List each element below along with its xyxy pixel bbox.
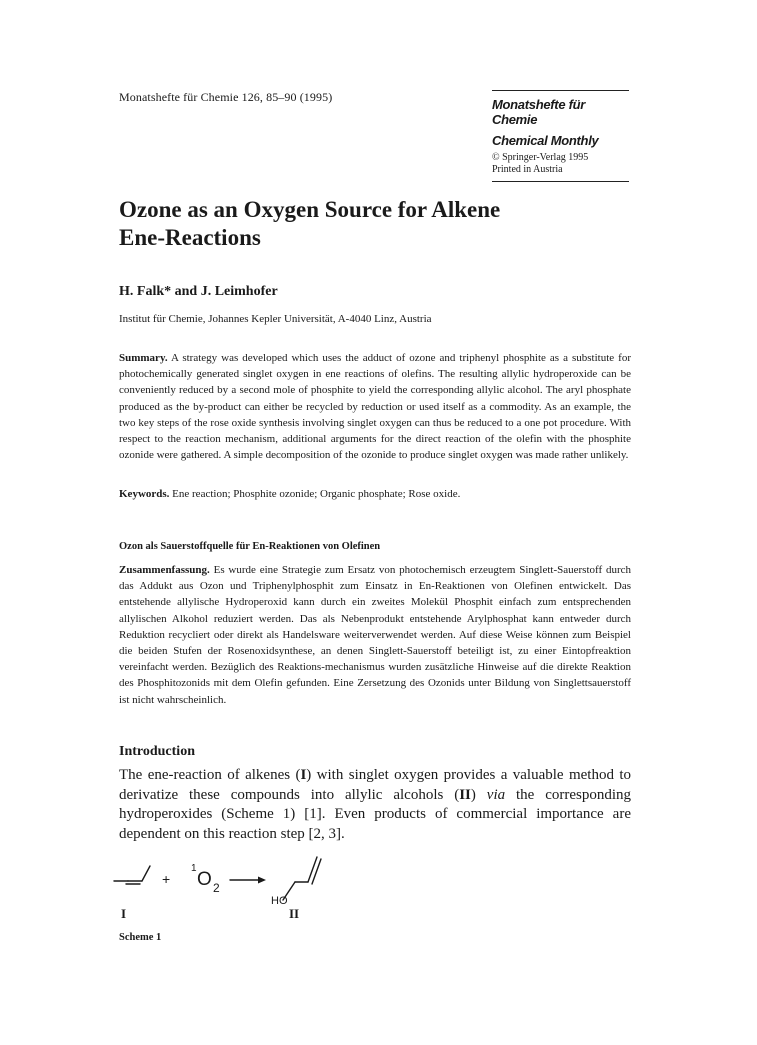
intro-via: via [486,786,506,803]
oxygen-subscript: 2 [213,881,220,895]
compound-label-ii: II [289,906,300,921]
summary-label: Summary. [119,352,168,364]
journal-masthead [492,90,629,182]
zusammenfassung-label: Zusammenfassung. [119,564,210,576]
journal-subtitle: Chemical Monthly [492,133,599,148]
hydroxyl-label: HO [271,895,288,904]
article-affiliation: Institut für Chemie, Johannes Kepler Universität, A-4040 Linz, Austria [119,313,432,325]
introduction-paragraph [119,766,631,844]
keywords-label: Keywords. [119,488,170,500]
keywords-paragraph [119,486,631,502]
masthead-bottom-rule [492,181,629,182]
intro-text-3: ) [470,786,487,803]
scheme-1-reaction [112,852,352,904]
introduction-heading: Introduction [119,744,195,759]
alcohol-double-bond-b [312,859,321,884]
singlet-superscript: 1 [191,863,197,874]
intro-text-4: the corresponding hydroperoxides (Scheme 1) [1]. Even products of commercial importance are dependent on this reaction step [2, 3]. [119,786,632,842]
summary-paragraph [119,350,631,463]
german-title: Ozon als Sauerstoffquelle für En-Reaktionen von Olefinen [119,541,381,552]
alcohol-double-bond-a [308,857,317,882]
scheme-caption: Scheme 1 [119,932,162,943]
journal-name: Monatshefte für Chemie [492,97,586,127]
keywords-text: Ene reaction; Phosphite ozonide; Organic phosphate; Rose oxide. [172,488,461,500]
compound-ref-i: I [300,767,307,783]
alkene-bond-3 [142,866,150,881]
journal-citation: Monatshefte für Chemie 126, 85–90 (1995) [119,90,333,104]
copyright-line: © Springer-Verlag 1995 [492,152,589,163]
intro-text-1: The ene-reaction of alkenes ( [119,767,301,783]
compound-label-i: I [121,906,127,921]
plus-sign: + [162,871,171,887]
zusammenfassung-text: Es wurde eine Strategie zum Ersatz von photochemisch erzeugtem Singlett-Sauerstoff durch das Addukt aus Ozon und Triphenylphosphit zum Einsatz in En-Reaktionen von Olefinen entwickelt. Das entstehende allylische Hydroperoxid kann durch ein zweites Molekül Phosphit einfach zum entsprechenden allylischen Alkohol reduziert werden. Das als Nebenprodukt entstehende Arylphosphat kann entweder durch Reduktion recycliert oder direkt als Handelsware weiterverwendet werden. Auf diese Weise können zum Beispiel die beiden Stufen der Rosenoxidsynthese, an denen Singlett-Sauerstoff beteiligt ist, zu einer Eintopfreaktion vereinfacht werden. Bezüglich des Reaktions-mechanismus wurden zusätzliche Hinweise auf die direkte Reaktion des Phosphitozonids mit dem Olefin gefunden. Eine Zersetzung des Ozonids unter Bildung von Singlettsauerstoff ist nicht wahrscheinlich. [119,564,631,706]
intro-text-2: ) with singlet oxygen provides a valuable method to derivatize these compounds into allylic alcohols ( [119,767,631,803]
summary-text: A strategy was developed which uses the adduct of ozone and triphenyl phosphite as a substitute for photochemically generated singlet oxygen in ene reactions of olefins. The resulting allylic hydroperoxide can be conveniently reduced by a second mole of phosphite to yield the corresponding allylic alcohol. The aryl phosphate produced as the by-product can either be recycled by reduction or used itself as a commodity. As an example, the two key steps of the rose oxide synthesis involving singlet oxygen can thus be reduced to a one pot procedure. With respect to the reaction mechanism, additional arguments for the direct reaction of the olefin with the phosphite ozonide were gathered. A simple decomposition of the ozonide to produce singlet oxygen was made rather unlikely. [119,352,631,462]
article-title: Ozone as an Oxygen Source for Alkene Ene-Reactions [119,197,501,250]
arrow-head [258,877,266,884]
compound-ref-ii: II [459,786,471,803]
oxygen-symbol: O [197,869,212,890]
article-authors: H. Falk* and J. Leimhofer [119,284,278,299]
printed-line: Printed in Austria [492,164,563,175]
masthead-top-rule [492,90,629,91]
zusammenfassung-paragraph [119,562,631,708]
